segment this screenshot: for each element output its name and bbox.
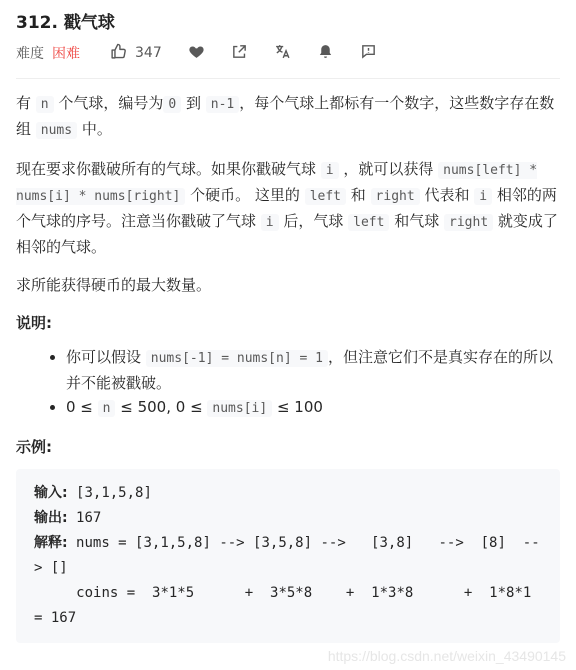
text: 个硬币。 这里的 (185, 186, 305, 204)
output-value: 167 (67, 510, 102, 526)
inline-code: nums[i] (207, 400, 272, 417)
favorite-button[interactable] (188, 43, 205, 64)
translate-button[interactable] (274, 43, 291, 64)
feedback-icon (360, 43, 377, 64)
divider (16, 78, 560, 79)
inline-code: n (36, 96, 54, 113)
text: 现在要求你戳破所有的气球。如果你戳破气球 (16, 160, 321, 178)
watermark: https://blog.csdn.net/weixin_43490145 (327, 648, 566, 664)
text: ≤ 100 (272, 398, 323, 416)
inline-code: nums[-1] = nums[n] = 1 (146, 350, 328, 367)
text: 中。 (77, 120, 112, 138)
share-button[interactable] (231, 43, 248, 64)
list-item (66, 345, 560, 395)
explanation-label: 解释: (34, 535, 68, 551)
input-label: 输入: (34, 485, 68, 501)
subscribe-button[interactable] (317, 43, 334, 64)
text: 和气球 (389, 212, 445, 230)
inline-code: i (321, 162, 339, 179)
text: 后，气球 (278, 212, 349, 230)
text: 有 (16, 94, 36, 112)
description-paragraph-1 (16, 91, 560, 143)
inline-code: i (261, 214, 279, 231)
bell-icon (317, 43, 334, 64)
text: ，但注意它们不是真实存在的所以并不能被戳破。 (66, 348, 553, 392)
inline-code: right (444, 214, 493, 231)
difficulty-badge: 困难 (52, 46, 80, 62)
text: 和 (346, 186, 371, 204)
notes-list (16, 345, 560, 421)
list-item (66, 395, 560, 421)
share-icon (231, 43, 248, 64)
like-button[interactable] (110, 43, 162, 64)
text: 到 (181, 94, 206, 112)
text: 0 ≤ (66, 398, 98, 416)
inline-code: n (98, 400, 116, 417)
input-value: [3,1,5,8] (67, 485, 152, 501)
text: 你可以假设 (66, 348, 146, 366)
meta-bar (16, 38, 560, 68)
inline-code: 0 (163, 96, 181, 113)
heart-icon (188, 43, 205, 64)
inline-code: left (348, 214, 389, 231)
text: 就变成了相邻的气球。 (16, 212, 558, 256)
inline-code: nums[left] * nums[i] * nums[right] (16, 163, 538, 204)
output-label: 输出: (34, 510, 68, 526)
example-block (16, 469, 560, 643)
like-count: 347 (135, 45, 162, 61)
inline-code: nums (36, 122, 77, 139)
text: ≤ 500, 0 ≤ (115, 398, 208, 416)
description-paragraph-2 (16, 157, 560, 259)
inline-code: n-1 (206, 96, 239, 113)
inline-code: right (371, 188, 420, 205)
feedback-button[interactable] (360, 43, 377, 64)
problem-title: 312. 戳气球 (16, 13, 115, 33)
thumbs-up-icon (110, 43, 127, 64)
problem-description (16, 91, 560, 643)
text: ，每个气球上都标有一个数字，这些数字存在数组 (16, 94, 555, 138)
difficulty-label: 难度 (16, 46, 44, 62)
notes-title: 说明: (16, 314, 52, 332)
translate-icon (274, 43, 291, 64)
text: 个气球，编号为 (53, 94, 164, 112)
inline-code: left (305, 188, 346, 205)
explanation-value: nums = [3,1,5,8] --> [3,5,8] --> [3,8] --> [8] --> [] coins = 3*1*5 + 3*5*8 + 1*3*8 + 1*8*1 = 167 (34, 535, 540, 626)
inline-code: i (474, 188, 492, 205)
description-paragraph-3: 求所能获得硬币的最大数量。 (16, 276, 212, 294)
text: ，就可以获得 (338, 160, 439, 178)
example-title: 示例: (16, 438, 52, 456)
text: 相邻的两个气球的序号。注意当你戳破了气球 (16, 186, 557, 230)
text: 代表和 (419, 186, 475, 204)
